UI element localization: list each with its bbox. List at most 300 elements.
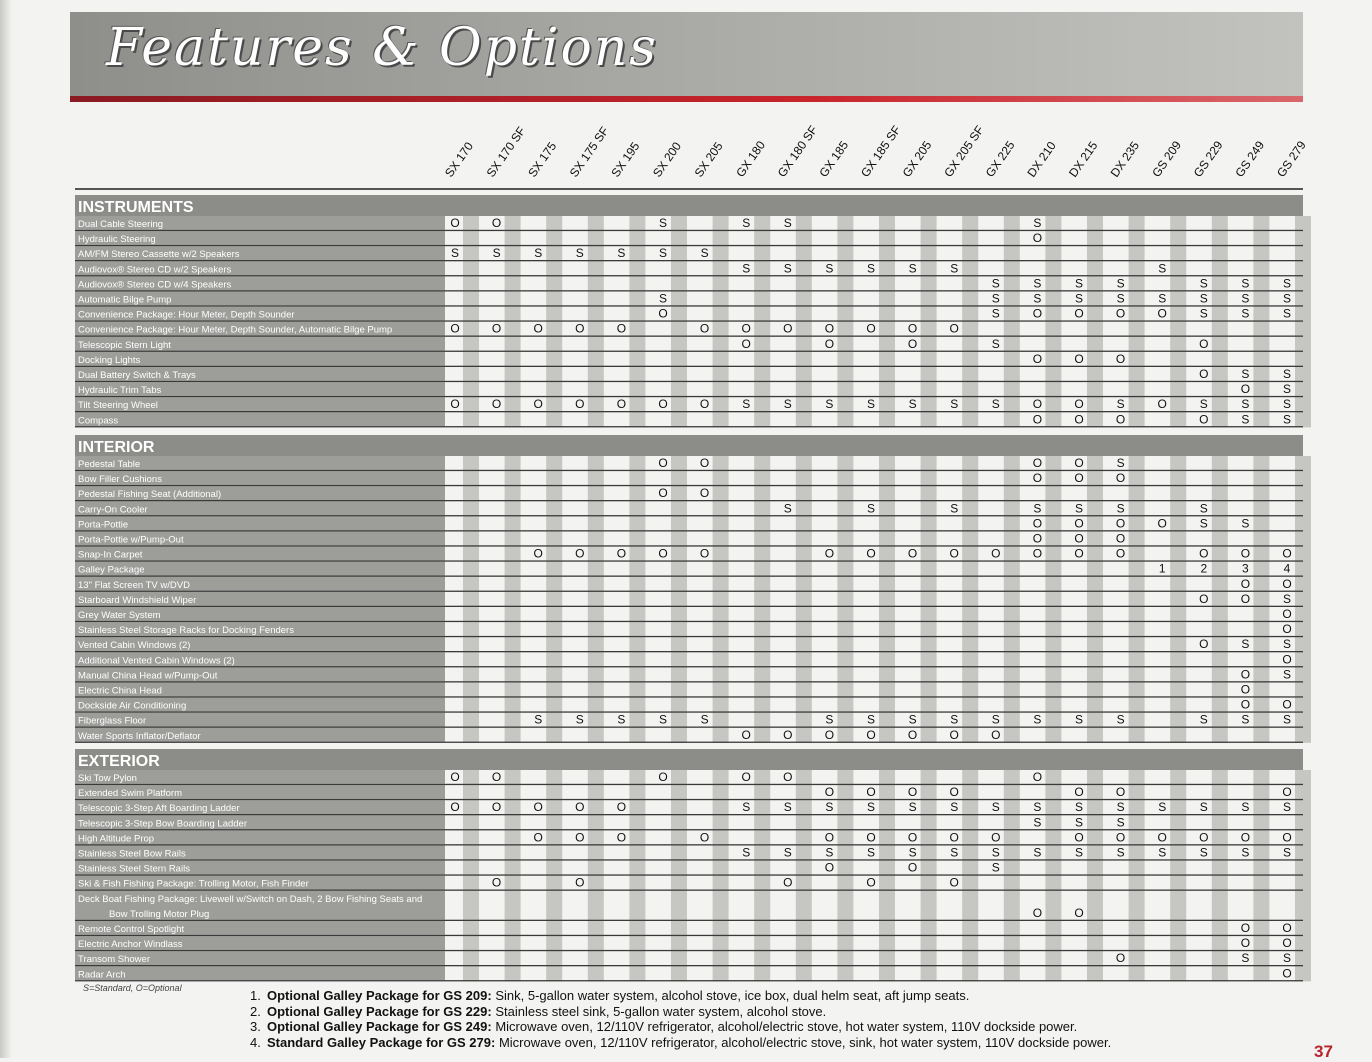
feature-label: Convenience Package: Hour Meter, Depth Sounder [78, 309, 295, 321]
feature-value: S [991, 276, 1000, 291]
feature-value: S [1282, 800, 1292, 815]
feature-label: Audiovox® Stereo CD w/4 Speakers [78, 279, 232, 291]
feature-value: O [783, 875, 793, 890]
feature-value: O [907, 785, 918, 800]
feature-value: O [1157, 306, 1167, 321]
column-band [1129, 456, 1145, 743]
table-top-rule [75, 188, 1303, 190]
feature-value: S [492, 246, 501, 261]
feature-value: O [575, 875, 585, 890]
feature-value: S [1199, 800, 1208, 815]
feature-value: S [825, 397, 834, 412]
feature-value: O [991, 830, 1001, 845]
feature-label: Electric China Head [78, 685, 162, 697]
feature-value: O [824, 336, 835, 351]
feature-value: S [1116, 276, 1125, 291]
feature-value: S [866, 800, 876, 815]
feature-value: O [533, 546, 543, 561]
feature-value: O [1115, 830, 1126, 845]
feature-value: O [824, 546, 835, 561]
model-header: DX 215 [1065, 138, 1101, 180]
feature-value: O [1115, 785, 1126, 800]
feature-value: S [950, 845, 959, 860]
feature-label: Extended Swim Platform [78, 788, 183, 800]
feature-value: O [1157, 397, 1167, 412]
column-band [1253, 456, 1269, 743]
feature-value: S [825, 261, 834, 276]
row-divider [75, 591, 1303, 592]
feature-value: O [1115, 306, 1126, 321]
feature-value: S [1074, 276, 1084, 291]
feature-value: S [617, 712, 626, 727]
feature-value: S [1199, 516, 1208, 531]
feature-value: O [658, 546, 668, 561]
feature-value: S [1241, 291, 1250, 306]
feature-label: Remote Control Spotlight [78, 924, 185, 935]
feature-value: O [949, 785, 959, 800]
model-header: DX 210 [1024, 138, 1059, 180]
feature-value: O [450, 321, 460, 336]
feature-value: O [1199, 591, 1209, 606]
row-divider [75, 980, 1303, 981]
feature-label: Electric Anchor Windlass [78, 939, 183, 951]
feature-value: O [949, 321, 959, 336]
feature-value: O [699, 397, 710, 412]
feature-value: O [658, 486, 668, 501]
feature-label: Compass [78, 415, 119, 427]
feature-value: O [1074, 306, 1084, 321]
feature-value: S [1116, 845, 1125, 860]
feature-value: S [1158, 291, 1167, 306]
feature-value: S [950, 261, 959, 276]
feature-value: S [1282, 412, 1292, 427]
feature-value: S [783, 845, 792, 860]
feature-value: S [908, 800, 917, 815]
feature-value: O [658, 306, 668, 321]
feature-value: O [533, 397, 543, 412]
feature-value: S [950, 800, 959, 815]
feature-value: S [1241, 800, 1250, 815]
feature-value: O [907, 830, 918, 845]
feature-value: 4 [1283, 561, 1291, 576]
feature-value: O [699, 456, 710, 470]
model-header: SX 205 [691, 139, 726, 180]
feature-label: Additional Vented Cabin Windows (2) [78, 655, 235, 667]
feature-value: S [866, 397, 876, 412]
feature-value: S [1199, 306, 1208, 321]
feature-value: S [742, 800, 751, 815]
feature-label: Automatic Bilge Pump [78, 294, 172, 306]
feature-value: O [1282, 652, 1292, 667]
feature-value: O [1199, 412, 1209, 427]
column-band [1045, 216, 1061, 427]
feature-value: O [866, 546, 876, 561]
feature-value: S [1199, 291, 1208, 306]
column-band [796, 456, 812, 743]
feature-value: S [908, 261, 917, 276]
feature-value: S [700, 712, 709, 727]
feature-value: O [1032, 412, 1043, 427]
feature-value: O [1240, 936, 1251, 951]
feature-value: S [825, 712, 834, 727]
galley-notes [250, 988, 1111, 1050]
feature-value: S [908, 397, 917, 412]
row-divider [75, 245, 1303, 246]
feature-value: O [824, 830, 835, 845]
feature-value: S [866, 845, 876, 860]
column-band [1295, 216, 1311, 427]
feature-value: S [1199, 845, 1208, 860]
feature-value: S [825, 845, 834, 860]
feature-value: O [533, 830, 543, 845]
feature-value: O [1282, 785, 1292, 800]
column-band [1170, 456, 1186, 743]
feature-value: O [824, 860, 835, 875]
feature-label: Ski & Fish Fishing Package: Trolling Motor, Fish Finder [78, 878, 309, 890]
feature-value: S [866, 261, 876, 276]
feature-value: S [783, 397, 792, 412]
feature-value: O [1115, 412, 1126, 427]
feature-value: O [491, 800, 502, 815]
feature-label: Grey Water System [78, 610, 161, 621]
feature-value: O [1115, 516, 1126, 531]
feature-value: S [658, 246, 668, 261]
feature-value: S [1241, 712, 1250, 727]
feature-value: O [491, 216, 502, 230]
feature-label: Porta-Pottie [78, 519, 129, 531]
row-divider [75, 742, 1303, 743]
column-band [921, 216, 937, 427]
feature-value: S [1282, 637, 1292, 652]
feature-value: S [1158, 800, 1167, 815]
row-divider [75, 920, 1303, 921]
legend-key: S=Standard, O=Optional [83, 983, 182, 993]
feature-value: S [908, 712, 917, 727]
feature-value: O [1074, 531, 1084, 546]
model-header: SX 195 [608, 139, 643, 180]
feature-value: S [1074, 501, 1084, 516]
feature-value: O [491, 770, 502, 784]
feature-value: O [907, 336, 918, 351]
feature-value: O [1074, 471, 1084, 486]
row-divider [75, 230, 1303, 231]
feature-label: Carry-On Cooler [78, 504, 148, 516]
row-divider [75, 576, 1303, 577]
feature-value: O [699, 830, 710, 845]
feature-value: S [1282, 845, 1292, 860]
feature-value: O [1032, 531, 1043, 546]
feature-value: O [1032, 397, 1043, 412]
feature-value: O [1282, 607, 1292, 621]
feature-label-bar [75, 412, 445, 426]
feature-value: S [1033, 276, 1042, 291]
feature-value: O [1240, 591, 1251, 606]
feature-value: O [907, 860, 918, 875]
feature-label: Deck Boat Fishing Package: Livewell w/Switch on Dash, 2 Bow Fishing Seats and [78, 893, 423, 905]
feature-label: Convenience Package: Hour Meter, Depth Sounder, Automatic Bilge Pump [78, 324, 393, 336]
feature-value: S [1199, 276, 1208, 291]
feature-value: O [699, 321, 710, 336]
feature-value: S [1241, 276, 1250, 291]
feature-label: Pedestal Table [78, 459, 141, 470]
model-header: DX 235 [1107, 138, 1143, 180]
feature-value: S [1033, 845, 1042, 860]
feature-label: Transom Shower [78, 954, 150, 966]
feature-label-bar [75, 966, 445, 980]
feature-value: S [1241, 845, 1250, 860]
model-header: SX 170 [441, 139, 477, 180]
feature-value: O [1032, 546, 1043, 561]
feature-value: S [1282, 397, 1292, 412]
feature-value: S [991, 291, 1000, 306]
feature-value: O [1157, 830, 1167, 845]
feature-value: S [1282, 951, 1292, 966]
feature-value: O [824, 321, 835, 336]
feature-value: O [1032, 471, 1043, 486]
feature-value: O [491, 875, 502, 890]
feature-value: O [575, 397, 585, 412]
feature-label: Telescopic 3-Step Aft Boarding Ladder [78, 803, 240, 815]
feature-value: S [1033, 501, 1042, 516]
feature-value: O [491, 321, 502, 336]
feature-value: S [1241, 367, 1250, 381]
section-title: INTERIOR [78, 439, 155, 456]
feature-value: S [1241, 397, 1250, 412]
feature-label: Vented Cabin Windows (2) [78, 640, 191, 652]
model-header: GX 185 [816, 138, 852, 180]
feature-value: S [1282, 667, 1292, 682]
model-header: GS 249 [1232, 138, 1268, 180]
feature-value: O [1032, 456, 1043, 470]
feature-value: O [616, 546, 627, 561]
feature-label: Bow Trolling Motor Plug [109, 908, 210, 920]
feature-value: S [1241, 516, 1250, 531]
feature-value: O [1199, 830, 1209, 845]
feature-value: O [1240, 667, 1251, 682]
feature-value: S [1116, 397, 1125, 412]
column-band [1212, 456, 1228, 743]
feature-value: S [991, 845, 1000, 860]
feature-value: O [1199, 546, 1209, 561]
feature-value: 3 [1242, 561, 1249, 576]
feature-value: O [1074, 905, 1084, 920]
column-band [546, 216, 562, 427]
feature-value: S [991, 712, 1000, 727]
feature-value: S [1241, 951, 1250, 966]
feature-value: O [699, 486, 710, 501]
column-band [879, 456, 895, 743]
row-divider [75, 606, 1303, 607]
feature-value: S [991, 397, 1000, 412]
feature-value: O [1074, 351, 1084, 366]
feature-label: High Altitude Prop [78, 833, 155, 845]
column-band [1045, 456, 1061, 743]
column-band [1295, 456, 1311, 743]
section-title: INSTRUMENTS [78, 199, 194, 216]
column-band [1212, 216, 1228, 427]
feature-value: O [450, 216, 460, 230]
feature-value: O [575, 800, 585, 815]
feature-value: O [1240, 576, 1251, 591]
column-band [713, 216, 729, 427]
model-header: GS 279 [1273, 138, 1309, 180]
feature-value: O [949, 875, 959, 890]
section-title: EXTERIOR [78, 753, 160, 770]
feature-value: O [783, 727, 793, 742]
feature-value: O [824, 785, 835, 800]
feature-value: S [950, 501, 959, 516]
feature-value: O [1074, 412, 1084, 427]
feature-value: S [1116, 501, 1125, 516]
feature-label: Hydraulic Steering [78, 234, 156, 246]
model-header: GS 209 [1149, 138, 1185, 180]
feature-value: O [450, 397, 460, 412]
feature-value: O [658, 770, 668, 784]
feature-label: Dual Battery Switch & Trays [78, 370, 196, 381]
feature-value: S [534, 712, 543, 727]
row-divider [75, 621, 1303, 622]
feature-label: Manual China Head w/Pump-Out [78, 670, 218, 682]
feature-value: S [658, 216, 668, 230]
feature-value: S [1033, 815, 1042, 830]
column-band [1004, 216, 1020, 427]
feature-value: O [1282, 966, 1292, 981]
feature-value: O [616, 397, 627, 412]
feature-value: O [1115, 531, 1126, 546]
feature-value: O [991, 546, 1001, 561]
feature-value: S [700, 246, 709, 261]
galley-note: 3. Optional Galley Package for GS 249: Microwave oven, 12/110V refrigerator, alcohol/electric stove, hot water system, 110V dockside power. [250, 1019, 1078, 1035]
feature-value: S [1033, 712, 1042, 727]
feature-label: Fiberglass Floor [78, 715, 147, 727]
feature-value: S [1282, 712, 1292, 727]
feature-label: Stainless Steel Bow Rails [78, 848, 186, 860]
row-divider [75, 651, 1303, 652]
feature-value: O [450, 800, 460, 815]
feature-value: O [949, 830, 959, 845]
feature-value: O [741, 336, 751, 351]
feature-value: S [1116, 456, 1125, 470]
feature-value: O [783, 321, 793, 336]
column-band [796, 216, 812, 427]
feature-value: O [699, 546, 710, 561]
feature-value: S [658, 712, 668, 727]
feature-value: O [616, 800, 627, 815]
feature-value: S [742, 216, 751, 230]
feature-value: O [1032, 516, 1043, 531]
feature-value: S [783, 216, 792, 230]
feature-value: S [991, 860, 1000, 875]
feature-value: O [1157, 516, 1167, 531]
model-header: GX 180 [733, 138, 769, 180]
feature-value: S [950, 397, 959, 412]
column-band [629, 216, 645, 427]
column-band [837, 456, 853, 743]
column-band [1170, 216, 1186, 427]
feature-value: O [741, 321, 751, 336]
feature-value: O [1240, 546, 1251, 561]
feature-value: O [1282, 576, 1292, 591]
column-band [1087, 456, 1103, 743]
column-band [588, 456, 604, 743]
feature-value: O [907, 321, 918, 336]
feature-value: S [1241, 637, 1250, 652]
feature-value: O [1282, 546, 1292, 561]
feature-value: O [1032, 351, 1043, 366]
feature-value: O [1199, 367, 1209, 381]
feature-value: O [450, 770, 460, 784]
model-header: GX 185 SF [857, 123, 904, 180]
feature-value: S [1158, 845, 1167, 860]
column-band [546, 456, 562, 743]
feature-value: O [1240, 830, 1251, 845]
feature-label: 13" Flat Screen TV w/DVD [78, 579, 190, 591]
feature-value: S [783, 501, 792, 516]
feature-value: O [741, 770, 751, 784]
section-header-bar [75, 195, 1303, 216]
feature-value: O [1240, 682, 1251, 697]
feature-label: Stainless Steel Stern Rails [78, 863, 190, 875]
model-header: SX 175 [525, 139, 560, 180]
feature-label: Hydraulic Trim Tabs [78, 385, 162, 397]
feature-value: S [783, 800, 792, 815]
model-header: GX 225 [982, 138, 1018, 180]
feature-value: S [1116, 712, 1125, 727]
model-header: GX 205 SF [941, 123, 987, 180]
feature-value: O [491, 397, 502, 412]
feature-value: O [866, 785, 876, 800]
feature-value: O [575, 546, 585, 561]
feature-value: S [575, 712, 584, 727]
feature-value: S [1241, 306, 1250, 321]
feature-label: Telescopic Stern Light [78, 339, 171, 351]
feature-value: O [575, 321, 585, 336]
feature-value: S [742, 261, 751, 276]
feature-value: O [1199, 637, 1209, 652]
feature-value: S [908, 845, 917, 860]
feature-value: O [907, 727, 918, 742]
feature-value: O [1115, 471, 1126, 486]
row-divider [75, 935, 1303, 936]
feature-value: S [1074, 291, 1084, 306]
feature-value: S [950, 712, 959, 727]
page-title: Features & Options [106, 18, 658, 78]
feature-value: S [1033, 216, 1042, 230]
feature-label: Starboard Windshield Wiper [78, 594, 197, 606]
feature-value: O [949, 727, 959, 742]
feature-label: Porta-Pottie w/Pump-Out [78, 534, 184, 546]
feature-value: O [783, 770, 793, 784]
feature-value: S [1282, 367, 1292, 381]
section-header-bar [75, 435, 1303, 456]
feature-value: S [1199, 397, 1208, 412]
column-band [962, 456, 978, 743]
feature-value: O [533, 800, 543, 815]
feature-value: O [1282, 697, 1292, 712]
model-header: SX 200 [649, 139, 685, 180]
feature-value: S [1282, 276, 1292, 291]
row-divider [75, 681, 1303, 682]
feature-label: Telescopic 3-Step Bow Boarding Ladder [78, 818, 247, 830]
feature-value: S [1033, 291, 1042, 306]
column-band [1004, 456, 1020, 743]
feature-label: Snap-In Carpet [78, 549, 143, 561]
feature-value: S [1116, 291, 1125, 306]
feature-value: S [1074, 815, 1084, 830]
feature-value: O [991, 727, 1001, 742]
feature-value: S [866, 501, 876, 516]
column-band [1129, 216, 1145, 427]
